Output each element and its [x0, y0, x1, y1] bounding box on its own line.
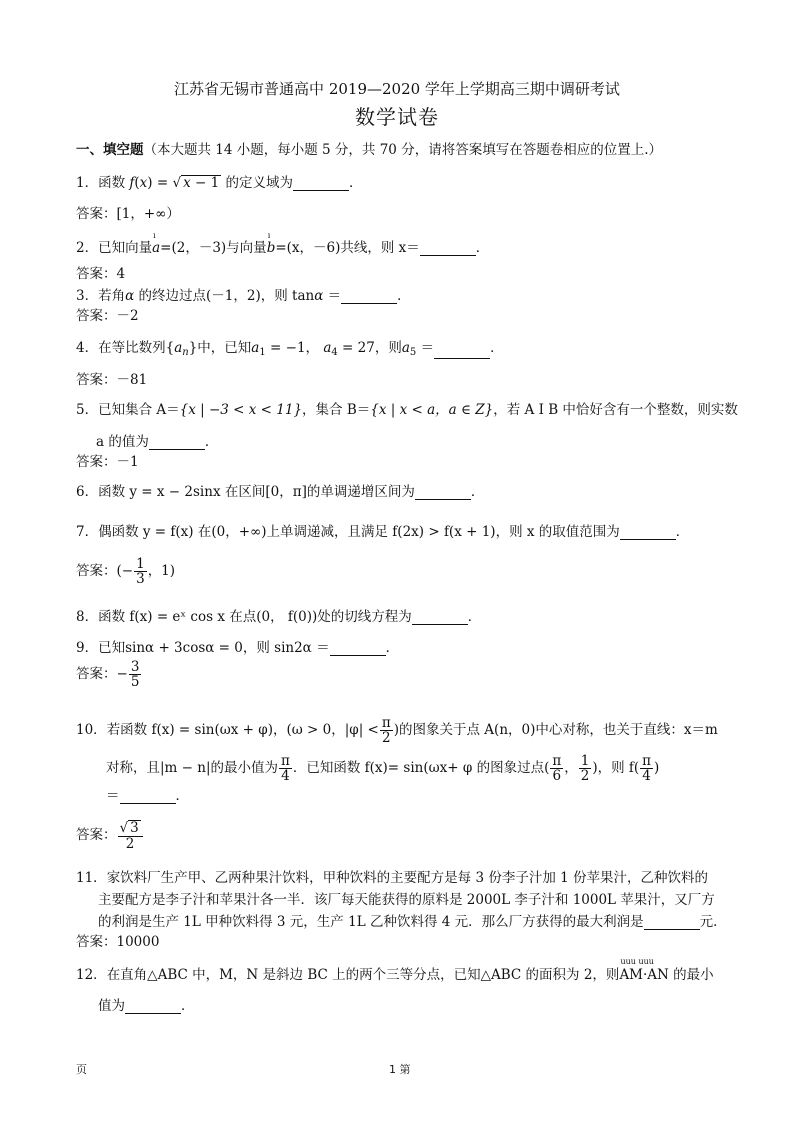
numerator: π: [281, 753, 290, 769]
numerator: π: [552, 753, 562, 769]
question-text: 已知集合 A＝: [98, 402, 180, 418]
question-text: ．: [675, 524, 690, 540]
question-number: 7．: [76, 524, 99, 540]
question-text: 对称，且|m − n|的最小值为: [106, 760, 278, 777]
answer-4: 答案：－81: [76, 372, 148, 388]
question-11-line2: 主要配方是李子汁和苹果汁各一半．该厂每天能获得的原料是 2000L 李子汁和 1000L 苹果汁，又厂方: [98, 892, 715, 908]
denominator: 2: [580, 768, 590, 785]
question-text: 的终边过点(－1，2)，则 tan: [134, 288, 315, 304]
answer-2: 答案：4: [76, 266, 126, 282]
question-text: 若函数 f(x) = sin(ωx + φ)，(ω > 0，|φ| <: [106, 722, 379, 739]
answer-blank: [125, 1001, 181, 1014]
answer-text: 答案：(−: [76, 563, 134, 580]
question-11-line3: [98, 914, 727, 930]
answer-blank: [293, 178, 349, 191]
question-text: 在直角△ABC 中，M，N 是斜边 BC 上的两个三等分点，已知△ABC 的面积为 2，则: [106, 967, 620, 983]
fraction: [129, 660, 142, 689]
fraction: [579, 754, 592, 783]
numerator: 3: [130, 659, 140, 675]
question-number: 4．: [76, 340, 99, 356]
denominator: 5: [130, 674, 140, 691]
answer-blank: [620, 527, 676, 540]
answer-blank: [120, 791, 176, 804]
question-text: ．: [181, 998, 195, 1014]
vector-product: uuu uuu AM·AN: [619, 957, 669, 983]
question-4: 4．在等比数列$\{a_n\}$中，已知$a_1 = -1$， $a_4 = 27$，则$a_5$ ＝ ．: [76, 340, 504, 358]
question-7: [76, 524, 689, 540]
question-10-line3: [106, 788, 189, 804]
fraction: [279, 754, 292, 783]
set-b: {x | x < a，a ∈ Z}: [370, 402, 494, 418]
footer-left: 页: [76, 1063, 87, 1076]
answer-blank: [330, 643, 386, 656]
question-text: = −1，: [265, 340, 320, 356]
question-12: [76, 957, 714, 983]
denominator: 6: [552, 768, 562, 785]
answer-blank: [644, 917, 700, 930]
denominator: 4: [281, 768, 290, 785]
question-10: [76, 716, 718, 745]
numerator: π: [642, 753, 652, 769]
vector-expression: AM·AN: [619, 967, 669, 983]
question-text: ): [654, 760, 660, 777]
fraction: [134, 557, 147, 586]
question-text: 的利润是生产 1L 甲种饮料得 3 元，生产 1L 乙种饮料得 4 元．那么厂方获得的最大利润是: [98, 914, 644, 930]
question-5: [76, 402, 738, 418]
question-text: 的最小: [668, 967, 714, 983]
section-label: 一、填空题: [76, 142, 144, 158]
question-text: =(x，－6)共线，则 x＝: [275, 240, 420, 256]
question-12-line2: [98, 998, 195, 1014]
section-heading: [76, 142, 662, 158]
question-text: 在等比数列: [98, 340, 166, 356]
numerator: π: [381, 715, 391, 731]
question-text: 已知向量: [98, 240, 153, 256]
answer-blank: [149, 437, 205, 450]
answer-1: 答案：[1，+∞）: [76, 206, 180, 222]
question-text: 函数 f(x) = eˣ cos x 在点(0， f(0))处的切线方程为: [98, 609, 412, 625]
question-text: 的定义域为: [221, 175, 293, 191]
question-11: [76, 870, 708, 886]
answer-7: [76, 557, 175, 586]
question-text: )的图象关于点 A(n，0)中心对称，也关于直线：x＝m: [393, 722, 718, 739]
footer-page-number: 1 第: [389, 1063, 411, 1076]
sqrt-radicand: 3: [130, 820, 139, 836]
question-text: ．: [475, 240, 490, 256]
answer-5: 答案：－1: [76, 454, 139, 470]
answer-3: 答案：－2: [76, 308, 139, 324]
question-10-line2: [106, 754, 659, 783]
question-text: ，: [564, 760, 578, 777]
question-text: 若角: [98, 288, 126, 304]
question-text: = 27，则: [337, 340, 402, 356]
question-text: 中，已知: [197, 340, 252, 356]
question-text: 元．: [699, 914, 727, 930]
question-number: 10．: [76, 722, 107, 739]
question-number: 2．: [76, 240, 99, 256]
numerator: 1: [580, 753, 590, 769]
question-number: 6．: [76, 484, 99, 500]
question-number: 12．: [76, 967, 107, 983]
question-6: [76, 484, 484, 500]
question-number: 1．: [76, 175, 99, 191]
question-text: ＝: [323, 288, 342, 304]
math-symbol: α: [314, 288, 324, 304]
fraction: [550, 754, 563, 783]
answer-text: 答案：−: [76, 666, 128, 683]
question-2: [76, 231, 490, 256]
question-text: ．: [467, 609, 482, 625]
question-text: =(2，－3)与向量: [160, 240, 267, 256]
answer-text: 答案：: [76, 827, 117, 843]
question-text: ＝: [416, 340, 435, 356]
question-5-line2: [96, 434, 218, 450]
question-number: 5．: [76, 402, 99, 418]
exam-title: 江苏省无锡市普通高中 2019—2020 学年上学期高三期中调研考试: [174, 80, 620, 98]
denominator: 2: [125, 835, 135, 852]
question-text: ．: [348, 175, 363, 191]
question-text: 函数 y = x − 2sinx 在区间[0，π]的单调递增区间为: [98, 484, 415, 500]
question-text: ＝: [106, 788, 120, 804]
exam-subtitle: 数学试卷: [355, 105, 439, 129]
question-8: [76, 609, 481, 625]
question-number: 11．: [76, 870, 107, 886]
question-text: 已知sinα + 3cosα = 0，则 sin2α ＝: [98, 640, 330, 656]
question-text: ．: [470, 484, 485, 500]
answer-blank: [341, 291, 397, 304]
question-text: ．: [490, 340, 504, 356]
math-symbol: α: [125, 288, 135, 304]
answer-9: [76, 660, 142, 689]
question-text: ．已知函数 f(x)= sin(ωx+ φ 的图象过点(: [292, 760, 550, 777]
denominator: 2: [382, 730, 391, 747]
fraction: [380, 716, 393, 745]
vector-a: ı a: [152, 231, 161, 256]
question-number: 8．: [76, 609, 99, 625]
section-note: （本大题共 14 小题，每小题 5 分，共 70 分，请将答案填写在答题卷相应的位置上.）: [143, 142, 662, 158]
answer-blank: [420, 243, 476, 256]
numerator: √ 3: [118, 820, 143, 837]
question-text: ，集合 B＝: [302, 402, 371, 418]
question-text: 家饮料厂生产甲、乙两种果汁饮料，甲种饮料的主要配方是每 3 份李子汁加 1 份苹果汁，乙种饮料的: [106, 870, 709, 886]
set-a: {x | −3 < x < 11}: [179, 402, 303, 418]
question-text: ，若 A I B 中恰好含有一个整数，则实数: [493, 402, 738, 418]
denominator: 4: [642, 768, 651, 785]
question-1: 1．函数 f(x) = √ x − 1 的定义域为 ．: [76, 175, 363, 191]
answer-10: [76, 820, 144, 851]
answer-text: ，1): [147, 563, 176, 580]
question-9: [76, 640, 399, 656]
answer-blank: [412, 612, 468, 625]
vector-b: ı b: [266, 231, 276, 256]
question-text: ．: [175, 788, 189, 804]
denominator: 3: [136, 571, 145, 588]
question-text: a 的值为: [96, 434, 149, 450]
question-text: 偶函数 y = f(x) 在(0，+∞)上单调递减，且满足 f(2x) > f(x + 1)，则 x 的取值范围为: [98, 524, 620, 540]
question-text: 函数: [98, 175, 130, 191]
question-text: ．: [397, 288, 411, 304]
fraction: [640, 754, 653, 783]
question-text: 值为: [98, 998, 125, 1014]
answer-11: 答案：10000: [76, 934, 160, 950]
fraction: [118, 820, 143, 851]
question-text: ．: [385, 640, 400, 656]
question-text: ．: [204, 434, 219, 450]
question-text: )，则 f(: [592, 760, 640, 777]
question-3: [76, 288, 411, 304]
numerator: 1: [136, 556, 145, 572]
answer-blank: [434, 346, 490, 359]
answer-blank: [415, 487, 471, 500]
question-number: 3．: [76, 288, 99, 304]
question-number: 9．: [76, 640, 99, 656]
